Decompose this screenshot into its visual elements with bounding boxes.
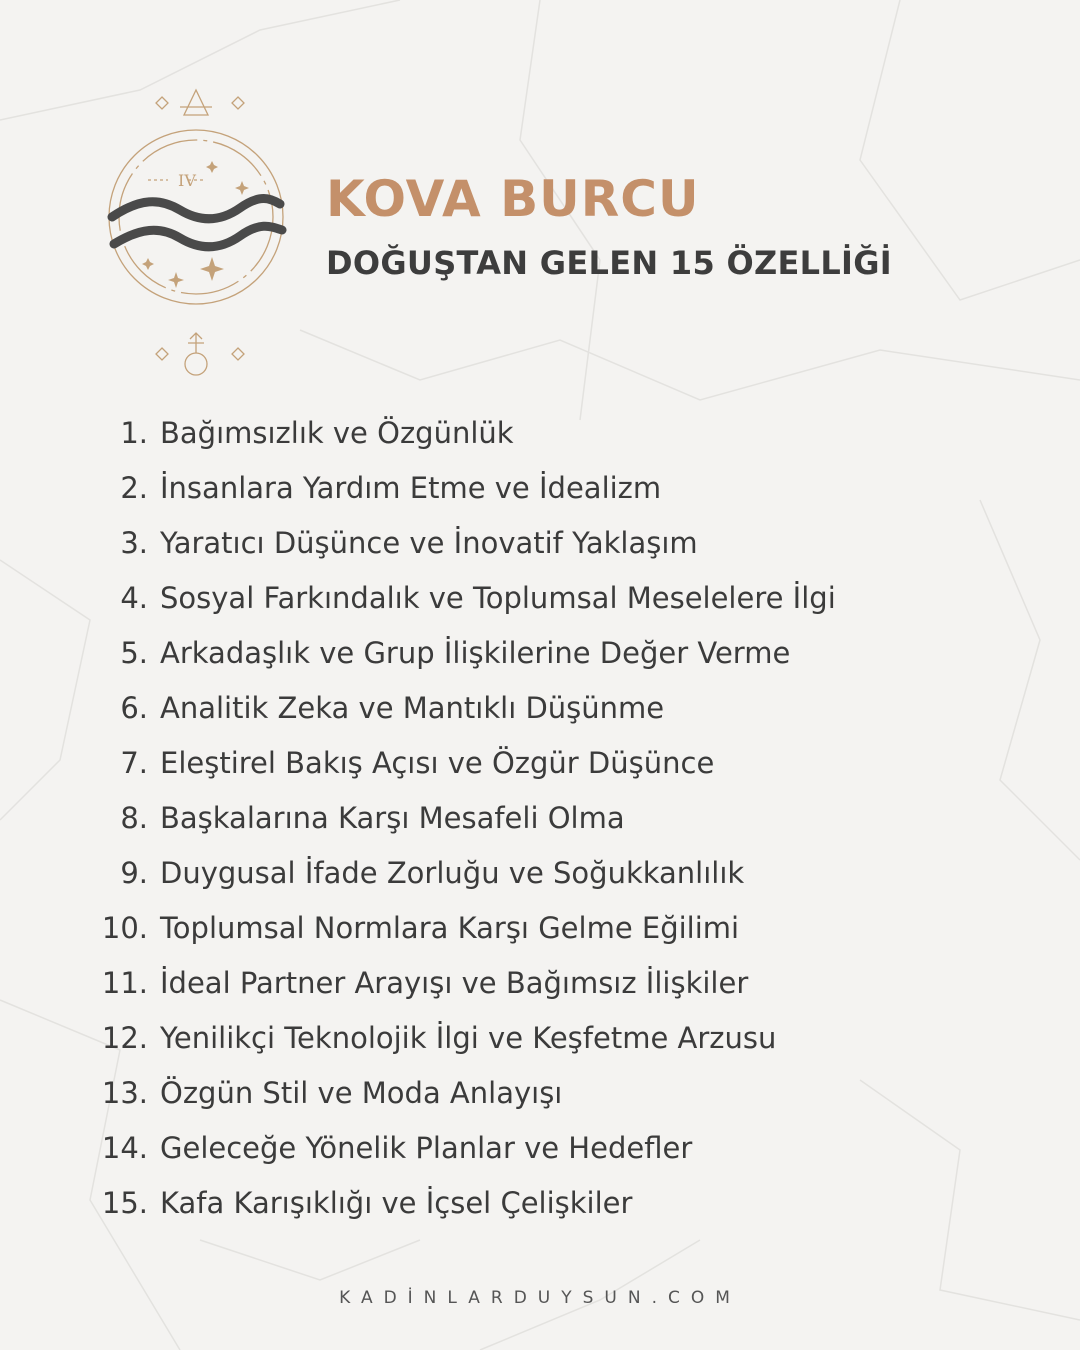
roman-numeral-iv: IV	[178, 171, 196, 190]
item-number: 14.	[101, 1130, 148, 1165]
list-item	[0, 405, 836, 460]
item-text: Geleceğe Yönelik Planlar ve Hedefler	[160, 1130, 693, 1165]
item-number: 8.	[120, 800, 148, 835]
item-text: Bağımsızlık ve Özgünlük	[160, 415, 514, 450]
item-number: 11.	[101, 965, 148, 1000]
list-item	[0, 790, 836, 845]
item-text: Başkalarına Karşı Mesafeli Olma	[160, 800, 625, 835]
traits-list	[0, 405, 836, 1230]
list-item	[0, 1010, 836, 1065]
list-item	[0, 515, 836, 570]
item-text: Kafa Karışıklığı ve İçsel Çelişkiler	[160, 1185, 633, 1220]
item-text: Duygusal İfade Zorluğu ve Soğukkanlılık	[160, 855, 745, 890]
list-item	[0, 955, 836, 1010]
list-item	[0, 1120, 836, 1175]
page-title: KOVA BURCU	[326, 170, 700, 228]
item-text: Toplumsal Normlara Karşı Gelme Eğilimi	[160, 910, 740, 945]
item-number: 7.	[120, 745, 148, 780]
item-number: 12.	[101, 1020, 148, 1055]
item-number: 4.	[120, 580, 148, 615]
list-item	[0, 625, 836, 680]
list-item	[0, 680, 836, 735]
list-item	[0, 1175, 836, 1230]
item-number: 15.	[101, 1185, 148, 1220]
item-number: 9.	[120, 855, 148, 890]
item-text: Eleştirel Bakış Açısı ve Özgür Düşünce	[160, 745, 715, 780]
item-text: Sosyal Farkındalık ve Toplumsal Meselelere İlgi	[160, 580, 836, 615]
item-number: 1.	[120, 415, 148, 450]
item-text: Yaratıcı Düşünce ve İnovatif Yaklaşım	[160, 525, 698, 560]
item-number: 2.	[120, 470, 148, 505]
list-item	[0, 845, 836, 900]
list-item	[0, 460, 836, 515]
item-number: 10.	[101, 910, 148, 945]
item-text: İdeal Partner Arayışı ve Bağımsız İlişkiler	[160, 965, 749, 1000]
page-subtitle: DOĞUŞTAN GELEN 15 ÖZELLİĞİ	[326, 244, 892, 282]
item-number: 6.	[120, 690, 148, 725]
item-text: Analitik Zeka ve Mantıklı Düşünme	[160, 690, 665, 725]
list-item	[0, 900, 836, 955]
item-number: 3.	[120, 525, 148, 560]
item-number: 5.	[120, 635, 148, 670]
aquarius-emblem	[100, 80, 300, 380]
item-text: Arkadaşlık ve Grup İlişkilerine Değer Verme	[160, 635, 791, 670]
item-text: İnsanlara Yardım Etme ve İdealizm	[160, 470, 662, 505]
item-text: Yenilikçi Teknolojik İlgi ve Keşfetme Arzusu	[160, 1020, 777, 1055]
list-item	[0, 735, 836, 790]
footer-site-name: KADİNLARDUYSUN.COM	[339, 1288, 741, 1308]
item-number: 13.	[101, 1075, 148, 1110]
list-item	[0, 570, 836, 625]
item-text: Özgün Stil ve Moda Anlayışı	[160, 1075, 563, 1110]
list-item	[0, 1065, 836, 1120]
